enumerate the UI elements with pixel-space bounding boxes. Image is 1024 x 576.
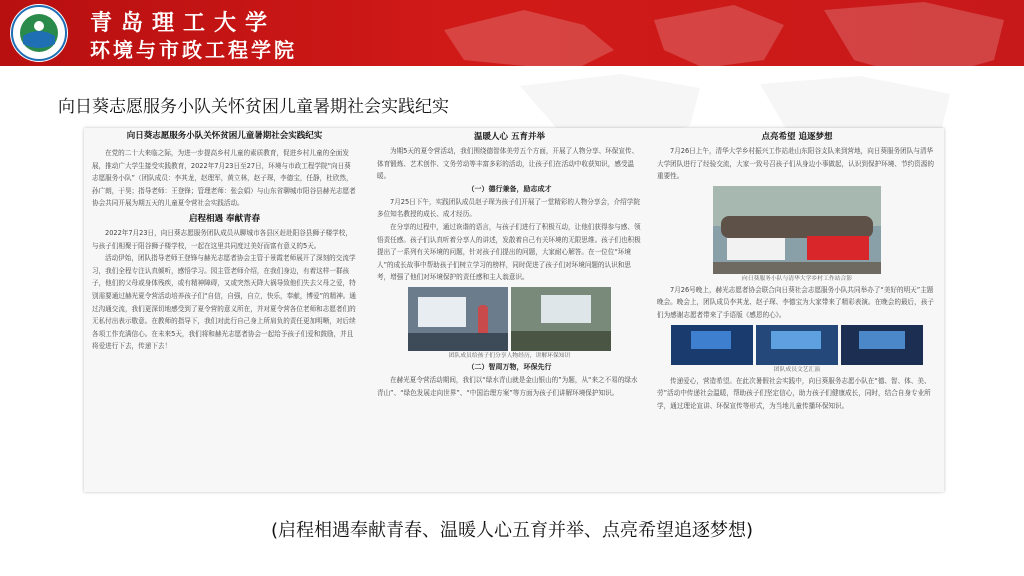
photo-caption: 向日葵服务小队与清华大学乡村工作站合影 (741, 275, 853, 282)
paragraph: 为期5天的夏令营活动，我们围绕德智体美劳五个方面，开展了人物分享、环保宣传、体育锻炼、艺术创作、文务劳动等丰富多彩的活动，让孩子们在活动中收获知识，感受温暖。 (377, 147, 639, 181)
college-name: 环境与市政工程学院 (90, 38, 297, 62)
photo-row (377, 287, 642, 351)
performance-photo-3 (841, 325, 923, 365)
paragraph: 传递爱心，营造希望。在此次暑假社会实践中，向日葵服务志愿小队在“德、智、体、美、劳”活动中传递社会温暖，帮助孩子们坚定信心，助力孩子们健康成长，同时，结合自身专业所学，通过理论宣讲、环保宣传等形式，为当地儿童传播环保知识。 (657, 376, 931, 410)
article-column-2 (377, 128, 642, 492)
subsection-heading: （一）德行兼备，励志成才 (467, 184, 552, 193)
header-banner (0, 0, 1024, 66)
university-logo (10, 4, 68, 62)
article-column-3 (657, 128, 937, 492)
photo-caption: 团队成员文艺汇演 (773, 366, 821, 373)
classroom-photo (408, 287, 508, 351)
section-heading: 启程相遇 奉献青春 (189, 213, 260, 224)
section-heading: 点亮希望 追逐梦想 (761, 132, 833, 142)
page-title: 向日葵志愿服务小队关怀贫困儿童暑期社会实践纪实 (58, 97, 449, 117)
paragraph: 7月26日上午，清华大学乡村振兴工作站赴山东阳谷支队来到营地，向日葵服务团队与清华大学团队进行了经验交流，大家一致号召孩子们从身边小事做起，认识到保护环境、节约资源的重要性。 (657, 147, 934, 181)
paragraph: 在党的二十大来临之际，为进一步提高乡村儿童的素质教育，促进乡村儿童的全面发展，推动广大学生接受实践教育，2022年7月23日至27日，环境与市政工程学院“向日葵志愿服务小队”（团队成员：李其龙，赵理军，黄立林，赵子琛，李德宝，任静，杜欣然，孙广朗，于昊；指导老师：王登锋；管理老师：张会娟）与山东省聊城市阳谷县赫光志愿者协会共同开展为期五天的儿童夏令营社会实践活动。 (92, 149, 356, 208)
paragraph: 活动伊始，团队指导老师王登锋与赫光志愿者协会主管于景霞老师展开了深刻的交流学习，我们全程专注认真倾听，感悟学习。园主管老师介绍，在我们身边，有着这样一群孩子，他们的父母或身体残疾，或有精神障碍，又或突然天降大祸导致他们失去父母之爱，特别需要通过赫光夏令营活动培养孩子们“自信，自强，自立，快乐，奉献，博爱”的精神。通过沟通交流，我们更深切地感受到了夏令营的意义所在，并对夏令营各位老师和志愿者们的无私付出表示敬意。在教师的指导下，我们对此行自己身上所肩负的责任更加明晰，对后续各项工作充满信心。在未来5天，我们将和赫光志愿者协会一起给予孩子们爱和鼓励，并且将爱进行下去，传递下去！ (92, 254, 356, 351)
paragraph: 7月26号晚上，赫光志愿者协会联合向日葵社会志愿服务小队共同举办了“美好的明天”主题晚会。晚会上，团队成员李其龙、赵子琛、李德宝为大家带来了精彩表演。在晚会的最后，孩子们为感谢志愿者带来了手语版《感恩的心》。 (657, 285, 934, 319)
world-map-decoration (404, 0, 1024, 66)
group-photo (713, 186, 881, 274)
subsection-heading: （二）智周万物，环保先行 (467, 362, 552, 371)
slide-caption: (启程相遇奉献青春、温暖人心五育并举、点亮希望追逐梦想) (270, 520, 754, 541)
paragraph: 7月25日下午，实践团队成员赵子琛为孩子们开展了一堂精彩的人物分享会，介绍学院多位知名教授的成长、成才经历。 (377, 197, 640, 219)
performance-photo-row (657, 325, 937, 365)
performance-photo-2 (756, 325, 838, 365)
section-heading: 温暖人心 五育并举 (474, 132, 545, 142)
performance-photo-1 (671, 325, 753, 365)
article-title: 向日葵志愿服务小队关怀贫困儿童暑期社会实践纪实 (126, 131, 323, 141)
article-panel (84, 128, 944, 492)
article-column-1 (92, 128, 357, 492)
university-name: 青岛理工大学 (90, 10, 277, 36)
photo-caption: 团队成员给孩子们分享人物经历，讲解环保知识 (448, 352, 571, 359)
paragraph: 在赫光夏令营活动期间，我们以“绿水青山就是金山银山的”为题，从“来之不易的绿水青山”、“绿色发展走向世界”、“中国治理方案”等方面为孩子们讲解环境保护知识。 (377, 375, 638, 397)
lecture-photo (511, 287, 611, 351)
paragraph: 在分享的过程中，通过诙谐的语言，与孩子们进行了积极互动，让他们获得参与感、领悟责任感。孩子们认真听着分享人的讲述，发散着自己有关环境的无限思维。孩子们也积极提出了一系列有关环境的问题，针对孩子们提出的问题，大家耐心解答。在一位位“环境人”的成长故事中帮助孩子们树立学习的榜样，同时促进了孩子们对环境问题的认识和思考，增强了他们对环境保护的责任感和主人翁意识。 (377, 222, 641, 282)
paragraph: 2022年7月23日，向日葵志愿服务团队成员从聊城市各县区赶赴阳谷县狮子楼学校，与孩子们相聚于阳谷狮子楼学校，一起在这里共同度过美好而富有意义的5天。 (92, 228, 352, 250)
